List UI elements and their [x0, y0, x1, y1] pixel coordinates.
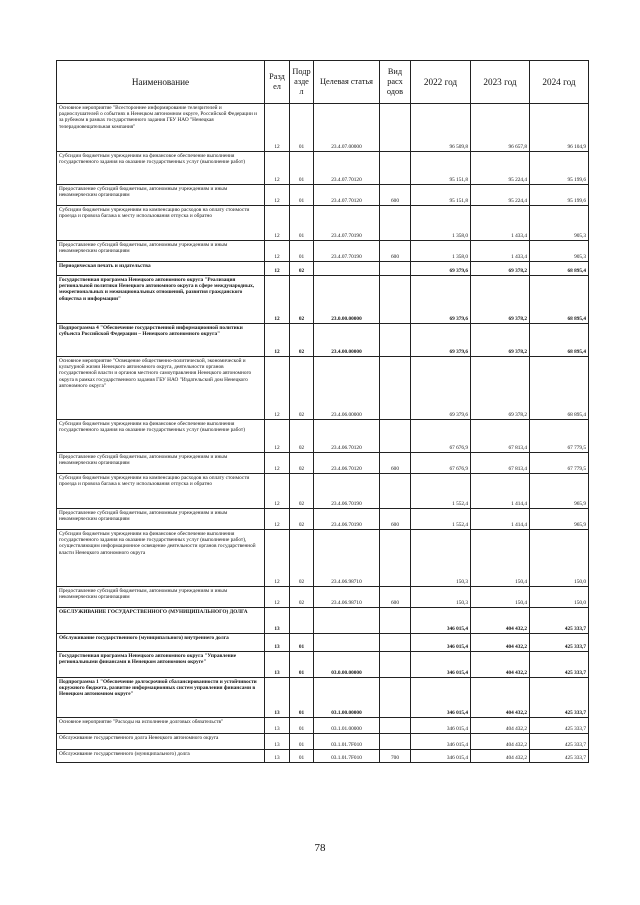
cell-subsection: 01 — [290, 718, 314, 734]
cell-subsection: 02 — [290, 509, 314, 530]
cell-expense-type: 600 — [380, 453, 411, 474]
cell-subsection: 02 — [290, 324, 314, 357]
cell-name: ОБСЛУЖИВАНИЕ ГОСУДАРСТВЕННОГО (МУНИЦИПАЛЬНОГО) ДОЛГА — [57, 608, 265, 634]
cell-expense-type: 700 — [380, 750, 411, 763]
cell-name: Субсидии бюджетным учреждениям на компенсацию расходов на оплату стоимости проезда и провоза багажа к месту использования отпуска и обратно — [57, 206, 265, 241]
cell-amount-2023: 404 432,2 — [471, 718, 530, 734]
cell-amount-2023: 1 433,4 — [471, 241, 530, 262]
cell-amount-2024: 425 333,7 — [530, 734, 589, 750]
cell-amount-2024: 95 199,6 — [530, 185, 589, 206]
cell-target-article: 23.4.06.98710 — [314, 530, 380, 587]
cell-target-article: 23.4.07.70190 — [314, 206, 380, 241]
header-target-article: Целевая статья — [314, 61, 380, 104]
cell-section: 12 — [265, 104, 290, 152]
cell-amount-2022: 95 151,8 — [411, 185, 471, 206]
table-row — [57, 185, 589, 206]
cell-amount-2023: 404 432,2 — [471, 634, 530, 652]
cell-section: 12 — [265, 530, 290, 587]
cell-section: 12 — [265, 241, 290, 262]
cell-expense-type — [380, 420, 411, 453]
table-row — [57, 652, 589, 678]
cell-name: Предоставление субсидий бюджетным, автономным учреждениям и иным некоммерческим организациям — [57, 185, 265, 206]
cell-section: 12 — [265, 152, 290, 185]
cell-amount-2022: 346 015,4 — [411, 652, 471, 678]
cell-amount-2023: 95 224,4 — [471, 185, 530, 206]
table-row — [57, 357, 589, 420]
cell-target-article — [314, 608, 380, 634]
cell-amount-2022: 67 676,9 — [411, 420, 471, 453]
cell-amount-2024: 425 333,7 — [530, 608, 589, 634]
cell-name: Обслуживание государственного (муниципального) долга — [57, 750, 265, 763]
table-row — [57, 750, 589, 763]
cell-amount-2023: 1 433,4 — [471, 206, 530, 241]
cell-subsection: 01 — [290, 734, 314, 750]
table-row — [57, 587, 589, 608]
cell-target-article: 23.4.00.00000 — [314, 324, 380, 357]
cell-name: Субсидии бюджетным учреждениям на финансовое обеспечение выполнения государственного задания на оказание государственных услуг (выполнение работ), осуществляющим информационное освещение деятельности органов государственной власти Ненецкого автономного округа — [57, 530, 265, 587]
cell-name: Основное мероприятие "Расходы на исполнение долговых обязательств" — [57, 718, 265, 734]
cell-target-article — [314, 262, 380, 276]
cell-target-article: 23.4.07.70120 — [314, 152, 380, 185]
cell-subsection: 01 — [290, 634, 314, 652]
cell-amount-2023: 69 378,2 — [471, 276, 530, 324]
cell-target-article: 23.4.06.70190 — [314, 474, 380, 509]
cell-expense-type — [380, 634, 411, 652]
cell-amount-2024: 965,9 — [530, 474, 589, 509]
cell-subsection: 01 — [290, 241, 314, 262]
cell-target-article: 23.4.06.70120 — [314, 453, 380, 474]
cell-target-article: 23.4.06.70190 — [314, 509, 380, 530]
cell-name: Государственная программа Ненецкого автономного округа "Управление региональными финансами в Ненецком автономном округе" — [57, 652, 265, 678]
cell-amount-2022: 95 151,8 — [411, 152, 471, 185]
budget-table — [56, 60, 589, 763]
header-section: Разд ел — [265, 61, 290, 104]
cell-target-article: 03.1.01.00000 — [314, 718, 380, 734]
table-row — [57, 324, 589, 357]
cell-amount-2022: 346 015,4 — [411, 718, 471, 734]
cell-amount-2024: 67 779,5 — [530, 453, 589, 474]
cell-target-article: 03.1.00.00000 — [314, 678, 380, 718]
cell-expense-type — [380, 104, 411, 152]
cell-amount-2024: 150,0 — [530, 587, 589, 608]
cell-amount-2023: 1 414,4 — [471, 509, 530, 530]
cell-subsection: 02 — [290, 530, 314, 587]
cell-amount-2024: 905,3 — [530, 241, 589, 262]
table-row — [57, 206, 589, 241]
table-row — [57, 262, 589, 276]
cell-amount-2024: 425 333,7 — [530, 634, 589, 652]
table-row — [57, 509, 589, 530]
cell-section: 12 — [265, 509, 290, 530]
cell-expense-type — [380, 324, 411, 357]
cell-amount-2024: 905,3 — [530, 206, 589, 241]
cell-amount-2023: 150,4 — [471, 587, 530, 608]
cell-section: 12 — [265, 453, 290, 474]
cell-subsection: 02 — [290, 474, 314, 509]
cell-expense-type — [380, 608, 411, 634]
cell-section: 13 — [265, 608, 290, 634]
cell-subsection: 01 — [290, 104, 314, 152]
cell-amount-2022: 346 015,4 — [411, 608, 471, 634]
cell-section: 13 — [265, 718, 290, 734]
cell-amount-2022: 67 676,9 — [411, 453, 471, 474]
cell-amount-2022: 346 015,4 — [411, 734, 471, 750]
cell-expense-type — [380, 678, 411, 718]
cell-amount-2023: 404 432,2 — [471, 750, 530, 763]
header-year-2022: 2022 год — [411, 61, 471, 104]
cell-subsection: 01 — [290, 750, 314, 763]
cell-amount-2024: 67 779,5 — [530, 420, 589, 453]
cell-expense-type: 600 — [380, 185, 411, 206]
cell-amount-2023: 67 813,4 — [471, 420, 530, 453]
cell-amount-2023: 69 378,2 — [471, 262, 530, 276]
cell-amount-2023: 69 378,2 — [471, 324, 530, 357]
cell-section: 12 — [265, 206, 290, 241]
table-row — [57, 420, 589, 453]
table-body — [57, 104, 589, 763]
cell-amount-2024: 425 333,7 — [530, 718, 589, 734]
cell-name: Основное мероприятие "Освещение общественно-политической, экономической и культурной жизни Ненецкого автономного округа, деятельности органов государственной власти и органов местного самоуправления Ненецкого автономного округа в рамках государственного задания ГБУ НАО "Издательский дом Ненецкого автономного округа" — [57, 357, 265, 420]
cell-expense-type — [380, 276, 411, 324]
cell-amount-2022: 346 015,4 — [411, 634, 471, 652]
cell-expense-type: 600 — [380, 241, 411, 262]
cell-amount-2024: 425 333,7 — [530, 678, 589, 718]
cell-name: Подпрограмма 4 "Обеспечение государственной информационной политики субъекта Российской Федерации – Ненецкого автономного округа" — [57, 324, 265, 357]
cell-amount-2022: 150,3 — [411, 587, 471, 608]
table-row — [57, 474, 589, 509]
cell-amount-2022: 69 379,6 — [411, 262, 471, 276]
cell-amount-2022: 150,3 — [411, 530, 471, 587]
cell-amount-2024: 425 333,7 — [530, 652, 589, 678]
cell-subsection: 01 — [290, 152, 314, 185]
cell-amount-2022: 1 358,0 — [411, 206, 471, 241]
cell-amount-2023: 404 432,2 — [471, 734, 530, 750]
cell-amount-2022: 346 015,4 — [411, 678, 471, 718]
cell-expense-type — [380, 474, 411, 509]
cell-section: 13 — [265, 652, 290, 678]
table-row — [57, 734, 589, 750]
cell-name: Субсидии бюджетным учреждениям на компенсацию расходов на оплату стоимости проезда и провоза багажа к месту использования отпуска и обратно — [57, 474, 265, 509]
cell-expense-type: 600 — [380, 509, 411, 530]
cell-name: Периодическая печать и издательства — [57, 262, 265, 276]
table-row — [57, 104, 589, 152]
cell-subsection: 01 — [290, 678, 314, 718]
cell-expense-type — [380, 357, 411, 420]
cell-section: 12 — [265, 474, 290, 509]
cell-section: 12 — [265, 324, 290, 357]
header-year-2024: 2024 год — [530, 61, 589, 104]
cell-section: 12 — [265, 587, 290, 608]
cell-name: Основное мероприятие "Всестороннее информирование телезрителей и радиослушателей о событиях в Ненецком автономном округе, Российской Федерации и за рубежом в рамках государственного задания ГБУ НАО "Ненецкая телерадиовещательная компания" — [57, 104, 265, 152]
cell-target-article: 23.4.07.70190 — [314, 241, 380, 262]
cell-name: Подпрограмма 1 "Обеспечение долгосрочной сбалансированности и устойчивости окружного бюджета, развитие информационных систем управления финансами в Ненецком автономном округе" — [57, 678, 265, 718]
cell-subsection: 02 — [290, 262, 314, 276]
cell-amount-2022: 346 015,4 — [411, 750, 471, 763]
cell-amount-2024: 68 895,4 — [530, 262, 589, 276]
cell-amount-2023: 67 813,4 — [471, 453, 530, 474]
cell-amount-2022: 1 552,4 — [411, 474, 471, 509]
table-row — [57, 718, 589, 734]
cell-amount-2023: 404 432,2 — [471, 608, 530, 634]
cell-expense-type — [380, 530, 411, 587]
table-header-row — [57, 61, 589, 104]
cell-expense-type: 600 — [380, 587, 411, 608]
cell-section: 13 — [265, 678, 290, 718]
cell-target-article: 23.4.07.00000 — [314, 104, 380, 152]
cell-amount-2022: 1 552,4 — [411, 509, 471, 530]
cell-subsection — [290, 608, 314, 634]
cell-amount-2024: 68 895,4 — [530, 324, 589, 357]
cell-amount-2024: 68 895,4 — [530, 276, 589, 324]
cell-amount-2023: 1 414,4 — [471, 474, 530, 509]
cell-name: Обслуживание государственного долга Ненецкого автономного округа — [57, 734, 265, 750]
table-row — [57, 678, 589, 718]
cell-name: Субсидии бюджетным учреждениям на финансовое обеспечение выполнения государственного задания на оказание государственных услуг (выполнение работ) — [57, 152, 265, 185]
header-subsection: Подр азде л — [290, 61, 314, 104]
table-row — [57, 152, 589, 185]
table-row — [57, 634, 589, 652]
header-name: Наименование — [57, 61, 265, 104]
cell-expense-type — [380, 152, 411, 185]
page-number: 78 — [314, 842, 326, 854]
cell-target-article: 23.4.06.70120 — [314, 420, 380, 453]
cell-amount-2024: 425 333,7 — [530, 750, 589, 763]
cell-amount-2024: 68 895,4 — [530, 357, 589, 420]
cell-target-article: 23.4.06.98710 — [314, 587, 380, 608]
cell-target-article: 23.0.00.00000 — [314, 276, 380, 324]
cell-expense-type — [380, 734, 411, 750]
cell-section: 12 — [265, 185, 290, 206]
cell-expense-type — [380, 206, 411, 241]
cell-subsection: 02 — [290, 453, 314, 474]
cell-amount-2024: 150,0 — [530, 530, 589, 587]
table-row — [57, 276, 589, 324]
cell-amount-2024: 965,9 — [530, 509, 589, 530]
cell-amount-2024: 96 104,9 — [530, 104, 589, 152]
cell-section: 12 — [265, 276, 290, 324]
cell-target-article: 23.4.07.70120 — [314, 185, 380, 206]
cell-amount-2023: 150,4 — [471, 530, 530, 587]
cell-section: 13 — [265, 734, 290, 750]
cell-name: Государственная программа Ненецкого автономного округа "Реализация региональной политики Ненецкого автономного округа в сфере международных, межрегиональных и межнациональных отношений, развития гражданского общества и информации" — [57, 276, 265, 324]
cell-amount-2023: 95 224,4 — [471, 152, 530, 185]
cell-subsection: 01 — [290, 185, 314, 206]
cell-section: 13 — [265, 634, 290, 652]
cell-name: Предоставление субсидий бюджетным, автономным учреждениям и иным некоммерческим организациям — [57, 241, 265, 262]
cell-amount-2022: 69 379,6 — [411, 276, 471, 324]
header-expense-type: Вид расх одов — [380, 61, 411, 104]
cell-amount-2023: 96 657,8 — [471, 104, 530, 152]
cell-subsection: 01 — [290, 206, 314, 241]
cell-amount-2023: 404 432,2 — [471, 678, 530, 718]
cell-target-article: 03.1.01.7F010 — [314, 734, 380, 750]
cell-name: Предоставление субсидий бюджетным, автономным учреждениям и иным некоммерческим организациям — [57, 453, 265, 474]
table-row — [57, 241, 589, 262]
cell-expense-type — [380, 652, 411, 678]
cell-subsection: 02 — [290, 276, 314, 324]
table-row — [57, 608, 589, 634]
cell-subsection: 01 — [290, 652, 314, 678]
header-year-2023: 2023 год — [471, 61, 530, 104]
cell-target-article: 03.0.00.00000 — [314, 652, 380, 678]
cell-target-article — [314, 634, 380, 652]
cell-amount-2022: 69 379,6 — [411, 324, 471, 357]
cell-amount-2022: 96 509,8 — [411, 104, 471, 152]
cell-expense-type — [380, 262, 411, 276]
cell-section: 13 — [265, 750, 290, 763]
cell-target-article: 23.4.06.00000 — [314, 357, 380, 420]
cell-section: 12 — [265, 357, 290, 420]
cell-target-article: 03.1.01.7F010 — [314, 750, 380, 763]
cell-amount-2023: 404 432,2 — [471, 652, 530, 678]
cell-subsection: 02 — [290, 357, 314, 420]
cell-section: 12 — [265, 420, 290, 453]
cell-name: Предоставление субсидий бюджетным, автономным учреждениям и иным некоммерческим организациям — [57, 587, 265, 608]
cell-amount-2022: 1 358,0 — [411, 241, 471, 262]
cell-name: Обслуживание государственного (муниципального) внутреннего долга — [57, 634, 265, 652]
cell-amount-2024: 95 199,6 — [530, 152, 589, 185]
cell-expense-type — [380, 718, 411, 734]
cell-section: 12 — [265, 262, 290, 276]
table-row — [57, 453, 589, 474]
cell-subsection: 02 — [290, 420, 314, 453]
cell-name: Субсидии бюджетным учреждениям на финансовое обеспечение выполнения государственного задания на оказание государственных услуг (выполнение работ) — [57, 420, 265, 453]
cell-amount-2022: 69 379,6 — [411, 357, 471, 420]
cell-subsection: 02 — [290, 587, 314, 608]
table-row — [57, 530, 589, 587]
cell-name: Предоставление субсидий бюджетным, автономным учреждениям и иным некоммерческим организациям — [57, 509, 265, 530]
cell-amount-2023: 69 378,2 — [471, 357, 530, 420]
